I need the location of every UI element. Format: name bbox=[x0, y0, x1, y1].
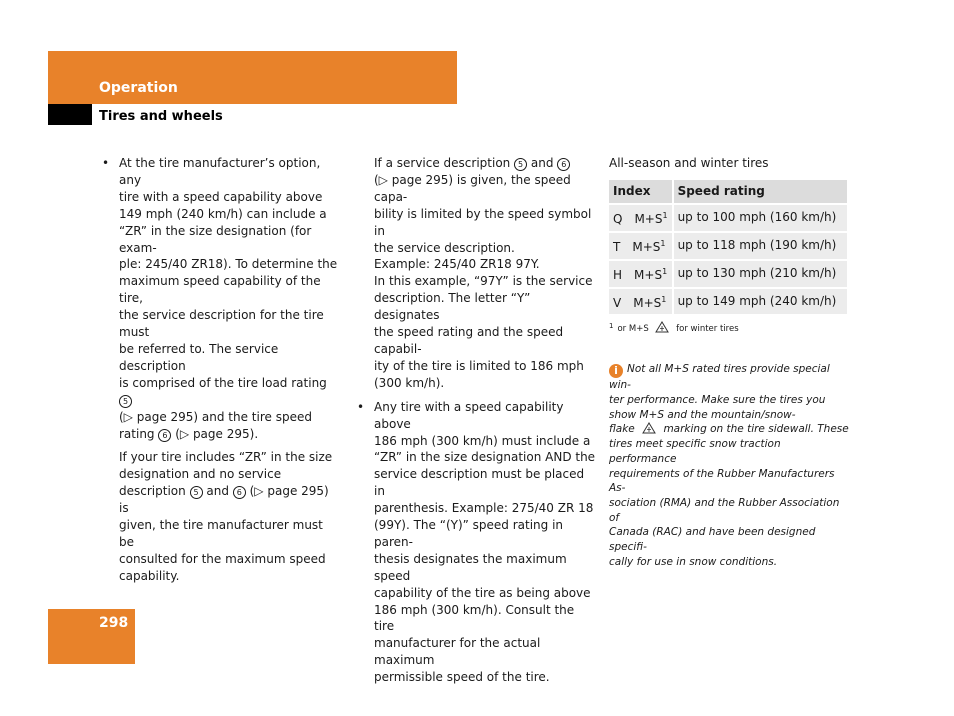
rating-cell: up to 130 mph (210 km/h) bbox=[674, 261, 847, 287]
index-cell: Q $M+S^1$ bbox=[609, 205, 674, 231]
bullet-zr-designation: • At the tire manufacturer’s option, any tire with a speed capability above 149 mph (240 km/h) can include a “ZR” in the size designation (for exam- ple: 245/40 ZR18). To determine the maximum speed capability of the tire, the service description for the tire must be referred to. The service description is comprised of the tire load rating 5 (▷ page 295) and the tire speed rating 6 (▷ page 295). bbox=[119, 155, 341, 442]
section-title: Operation bbox=[99, 80, 178, 96]
info-note: i Not all M+S rated tires provide special win- ter performance. Make sure the tires you show M+S and the mountain/snow- flake marking on the tire sidewall. These tires meet specific snow traction performance requirements of the Rubber Manufacturers As- sociation (RMA) and the Rubber Association of Canada (RAC) and have been designed specifi- cally for use in snow conditions. bbox=[609, 363, 849, 568]
bullet-above-186mph: • Any tire with a speed capability above 186 mph (300 km/h) must include a “ZR” in the size designation AND the service description must be placed in parenthesis. Example: 275/40 ZR 18 (99Y). The “(Y)” speed rating in paren- thesis designates the maximum speed capability of the tire as being above 186 mph (300 km/h). Consult the tire manufacturer for the actual maximum permissible speed of the tire. bbox=[374, 399, 596, 686]
rating-cell: up to 100 mph (160 km/h) bbox=[674, 205, 847, 231]
info-icon: i bbox=[609, 364, 623, 378]
table-header-row bbox=[609, 180, 847, 203]
mountain-snowflake-icon bbox=[655, 321, 669, 333]
table-row bbox=[609, 233, 847, 259]
header-index: Index bbox=[609, 180, 674, 203]
callout-6-icon: 6 bbox=[158, 429, 171, 442]
table-row bbox=[609, 261, 847, 287]
column-3 bbox=[609, 155, 849, 569]
page-number: 298 bbox=[99, 615, 129, 631]
index-cell: V $M+S^1$ bbox=[609, 289, 674, 315]
callout-5-icon: 5 bbox=[514, 158, 527, 171]
paragraph-service-description: If a service description 5 and 6 (▷ page 295) is given, the speed capa- bility is limited by the speed symbol in the service description. Example: 245/40 ZR18 97Y. In this example, “97Y” is the service description. The letter “Y” designates the speed rating and the speed capabil- ity of the tire is limited to 186 mph (300 km/h). bbox=[374, 156, 593, 390]
subsection-title: Tires and wheels bbox=[99, 109, 223, 124]
table-row bbox=[609, 289, 847, 315]
paragraph-zr-no-service: If your tire includes “ZR” in the size designation and no service description 5 and 6 (▷ page 295) is given, the tire manufacturer must be consulted for the maximum speed capability. bbox=[119, 450, 333, 583]
callout-6-icon: 6 bbox=[233, 486, 246, 499]
table-row bbox=[609, 205, 847, 231]
table-footnote: $^1$ or M+S for winter tires bbox=[609, 322, 739, 335]
section-marker bbox=[48, 104, 92, 125]
rating-cell: up to 118 mph (190 km/h) bbox=[674, 233, 847, 259]
header-speed-rating: Speed rating bbox=[674, 180, 847, 203]
header-bar bbox=[48, 51, 457, 104]
column-2 bbox=[374, 155, 596, 686]
speed-rating-table bbox=[609, 178, 847, 317]
table-heading: All-season and winter tires bbox=[609, 156, 769, 170]
callout-5-icon: 5 bbox=[190, 486, 203, 499]
rating-cell: up to 149 mph (240 km/h) bbox=[674, 289, 847, 315]
index-cell: H $M+S^1$ bbox=[609, 261, 674, 287]
mountain-snowflake-icon bbox=[642, 422, 656, 434]
callout-6-icon: 6 bbox=[557, 158, 570, 171]
column-1 bbox=[119, 155, 341, 585]
callout-5-icon: 5 bbox=[119, 395, 132, 408]
index-cell: T $M+S^1$ bbox=[609, 233, 674, 259]
